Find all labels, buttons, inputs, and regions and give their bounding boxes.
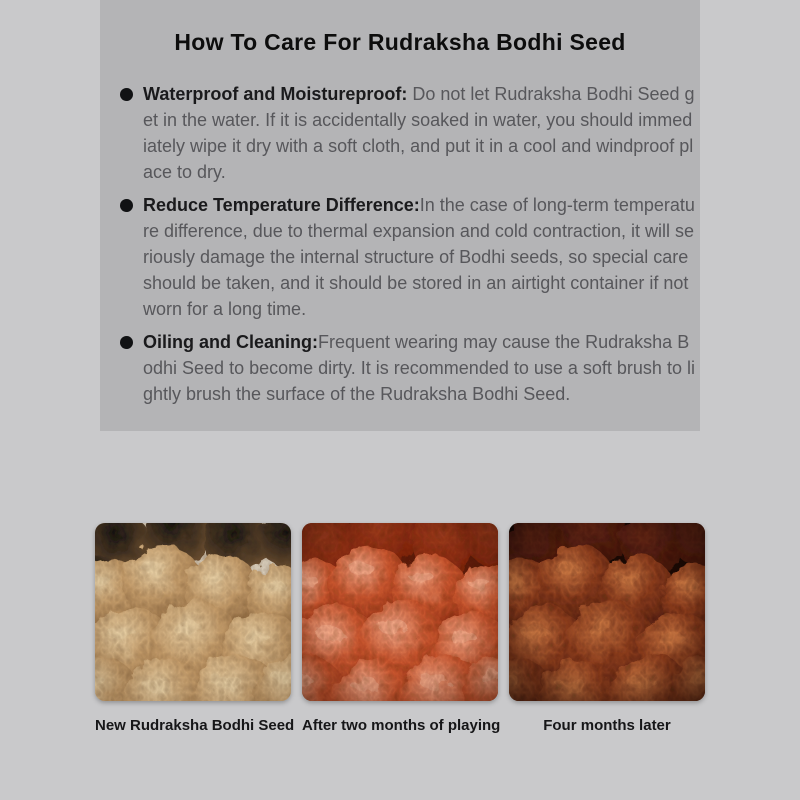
two-months-playing-rudraksha-photo [302,523,498,701]
care-item-label: Oiling and Cleaning: [143,332,318,352]
gallery-item-new [95,523,295,734]
bullet-icon [120,192,143,218]
care-item-label: Waterproof and Moistureproof: [143,84,408,104]
gallery-item-two-months [302,523,501,734]
four-months-later-rudraksha-photo [509,523,705,701]
care-item-paragraph [143,192,696,322]
care-item-text: Do not let Rudraksha Bodhi Seed get in the water. If it is accidentally soaked in water, you should immediately wipe it dry with a soft cloth, and put it in a cool and windproof place to dry. [143,84,695,182]
photo-caption: After two months of playing [302,717,501,734]
new-rudraksha-bodhi-seed-photo [95,523,291,701]
care-item-waterproof [120,81,696,185]
care-item-temperature [120,192,696,322]
photo-caption: New Rudraksha Bodhi Seed [95,717,295,734]
photo-caption: Four months later [543,717,671,734]
care-item-text: Frequent wearing may cause the Rudraksha Bodhi Seed to become dirty. It is recommended to use a soft brush to lightly brush the surface of the Rudraksha Bodhi Seed. [143,332,695,404]
care-item-label: Reduce Temperature Difference: [143,195,420,215]
care-item-paragraph [143,81,696,185]
care-item-oiling [120,329,696,407]
gallery-item-four-months [509,523,705,734]
stage-gallery [0,523,800,734]
bullet-icon [120,329,143,355]
care-item-paragraph [143,329,696,407]
page-title: How To Care For Rudraksha Bodhi Seed [174,29,626,55]
care-panel [100,0,700,431]
bullet-icon [120,81,143,107]
care-list [100,81,700,431]
care-item-text: In the case of long-term temperature difference, due to thermal expansion and cold contraction, it will seriously damage the internal structure of Bodhi seeds, so special care should be taken, and it should be stored in an airtight container if not worn for a long time. [143,195,695,319]
